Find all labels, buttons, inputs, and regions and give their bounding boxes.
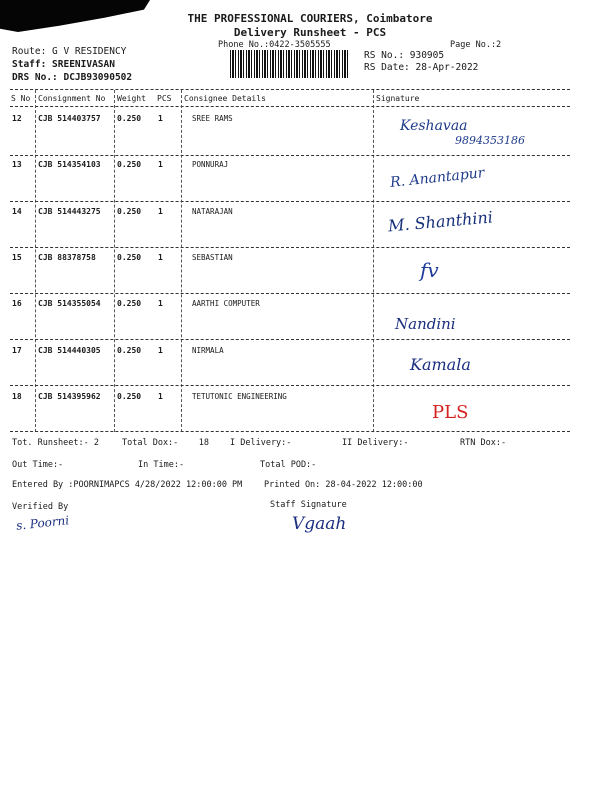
signature-row-17: Kamala xyxy=(410,355,471,374)
cell-pcs: 1 xyxy=(158,346,163,355)
cell-weight: 0.250 xyxy=(117,114,142,123)
cell-consignee: NIRMALA xyxy=(192,346,224,355)
barcode-image xyxy=(230,50,350,78)
cell-sno: 13 xyxy=(12,160,22,169)
company-title: THE PROFESSIONAL COURIERS, Coimbatore xyxy=(187,12,433,25)
divider-table-bottom xyxy=(10,431,570,432)
cell-weight: 0.250 xyxy=(117,160,142,169)
cell-weight: 0.250 xyxy=(117,392,142,401)
row-divider xyxy=(10,339,570,340)
rs-date: RS Date: 28-Apr-2022 xyxy=(364,62,479,73)
signature-row-18: PLS xyxy=(432,402,469,423)
cell-pcs: 1 xyxy=(158,253,163,262)
total-dox: Total Dox:- 18 xyxy=(122,438,209,448)
cell-consignment: CJB 514443275 xyxy=(38,207,101,216)
table-row xyxy=(0,207,600,221)
cell-consignee: SREE RAMS xyxy=(192,114,233,123)
page-number: Page No.:2 xyxy=(450,40,502,50)
header-consignment: Consignment No xyxy=(38,94,106,103)
cell-consignee: TETUTONIC ENGINEERING xyxy=(192,392,287,401)
table-header-row xyxy=(0,94,600,108)
cell-weight: 0.250 xyxy=(117,299,142,308)
staff-signature-label: Staff Signature xyxy=(270,500,347,510)
table-row xyxy=(0,253,600,267)
cell-sno: 18 xyxy=(12,392,22,401)
ii-delivery: II Delivery:- xyxy=(342,438,409,448)
cell-sno: 14 xyxy=(12,207,22,216)
header-pcs: PCS xyxy=(157,94,172,103)
total-runsheet: Tot. Runsheet:- 2 xyxy=(12,438,99,448)
row-divider xyxy=(10,247,570,248)
printed-on: Printed On: 28-04-2022 12:00:00 xyxy=(264,480,423,490)
cell-pcs: 1 xyxy=(158,160,163,169)
total-pod: Total POD:- xyxy=(260,460,317,470)
signature-row-16: Nandini xyxy=(395,315,456,333)
signature-row-14: M. Shanthini xyxy=(387,207,494,236)
cell-consignee: AARTHI COMPUTER xyxy=(192,299,260,308)
scan-blot xyxy=(0,0,150,32)
verified-signature: s. Poorni xyxy=(15,513,70,533)
entered-by: Entered By :POORNIMAPCS 4/28/2022 12:00:00 PM xyxy=(12,480,243,490)
signature-row-12: Keshavaa xyxy=(400,118,468,134)
cell-consignment: CJB 514403757 xyxy=(38,114,101,123)
staff-signature: Vgaah xyxy=(292,514,347,534)
header-sno: S No xyxy=(11,94,31,103)
table-row xyxy=(0,392,600,406)
cell-consignment: CJB 514440305 xyxy=(38,346,101,355)
row-divider xyxy=(10,385,570,386)
signature-phone-row-12: 9894353186 xyxy=(455,134,525,147)
header-weight: Weight xyxy=(117,94,146,103)
cell-pcs: 1 xyxy=(158,207,163,216)
drs-number: DRS No.: DCJB93090502 xyxy=(12,72,133,83)
runsheet-title: Delivery Runsheet - PCS xyxy=(233,26,387,39)
table-row xyxy=(0,114,600,128)
signature-row-13: R. Anantapur xyxy=(389,165,486,191)
phone-number: Phone No.:0422-3505555 xyxy=(218,40,331,50)
cell-sno: 12 xyxy=(12,114,22,123)
cell-consignee: PONNURAJ xyxy=(192,160,229,169)
staff-label: Staff: SREENIVASAN xyxy=(12,59,115,70)
verified-by-label: Verified By xyxy=(12,502,69,512)
cell-pcs: 1 xyxy=(158,392,163,401)
cell-weight: 0.250 xyxy=(117,253,142,262)
cell-weight: 0.250 xyxy=(117,346,142,355)
divider-top xyxy=(10,89,570,90)
row-divider xyxy=(10,201,570,202)
route-label: Route: G V RESIDENCY xyxy=(12,46,127,57)
cell-sno: 17 xyxy=(12,346,22,355)
cell-consignee: NATARAJAN xyxy=(192,207,233,216)
table-row xyxy=(0,299,600,313)
table-row xyxy=(0,346,600,360)
cell-sno: 15 xyxy=(12,253,22,262)
out-time: Out Time:- xyxy=(12,460,64,470)
row-divider xyxy=(10,293,570,294)
cell-consignment: CJB 514395962 xyxy=(38,392,101,401)
table-row xyxy=(0,160,600,174)
cell-sno: 16 xyxy=(12,299,22,308)
cell-consignment: CJB 514354103 xyxy=(38,160,101,169)
cell-consignment: CJB 88378758 xyxy=(38,253,96,262)
cell-consignee: SEBASTIAN xyxy=(192,253,233,262)
header-signature: Signature xyxy=(376,94,420,103)
cell-weight: 0.250 xyxy=(117,207,142,216)
signature-row-15: fv xyxy=(420,258,439,282)
rtn-dox: RTN Dox:- xyxy=(460,438,507,448)
cell-consignment: CJB 514355054 xyxy=(38,299,101,308)
cell-pcs: 1 xyxy=(158,299,163,308)
rs-number: RS No.: 930905 xyxy=(364,50,445,61)
header-consignee: Consignee Details xyxy=(184,94,266,103)
row-divider xyxy=(10,155,570,156)
cell-pcs: 1 xyxy=(158,114,163,123)
i-delivery: I Delivery:- xyxy=(230,438,292,448)
in-time: In Time:- xyxy=(138,460,185,470)
